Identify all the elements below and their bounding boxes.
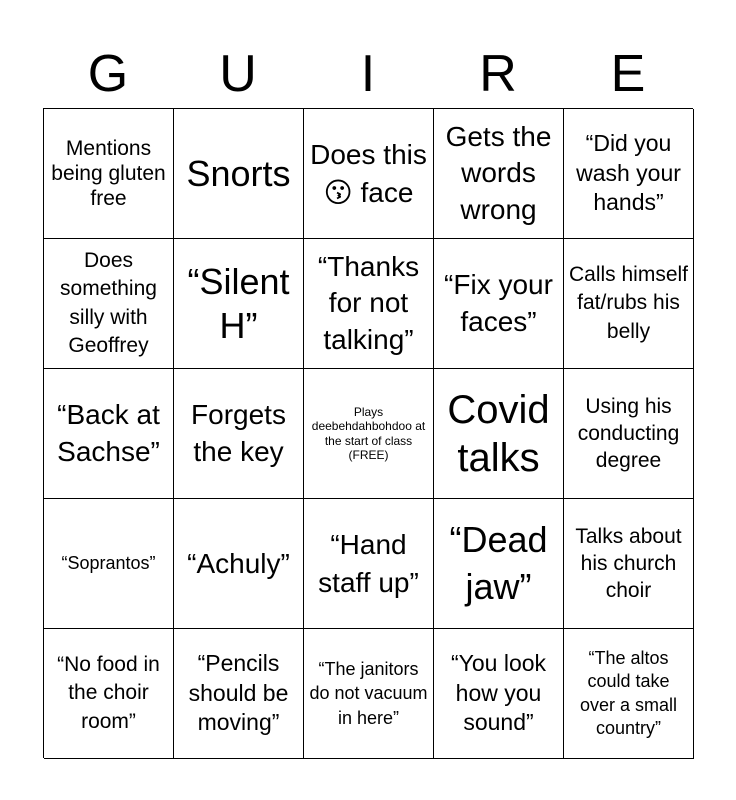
bingo-cell[interactable] (174, 369, 304, 499)
cell-text: “Dead jaw” (449, 518, 548, 607)
bingo-cell[interactable] (174, 629, 304, 759)
cell-text: Covid talks (447, 387, 550, 480)
bingo-cell[interactable] (304, 629, 434, 759)
bingo-cell[interactable] (44, 629, 174, 759)
bingo-cell[interactable] (434, 629, 564, 759)
cell-text: “Hand staff up” (318, 528, 419, 598)
cell-text: Snorts (186, 152, 291, 194)
cell-text: “Thanks for not talking” (317, 250, 420, 355)
cell-text: Mentions being gluten free (51, 136, 166, 211)
bingo-cell[interactable] (434, 109, 564, 239)
cell-text: “Pencils should be moving” (188, 649, 289, 736)
cell-text: Talks about his church choir (575, 524, 682, 603)
cell-text: “Achuly” (187, 547, 290, 579)
cell-text: “No food in the choir room” (57, 652, 160, 733)
bingo-header (43, 40, 693, 108)
cell-text: Using his conducting degree (577, 394, 680, 473)
bingo-cell[interactable] (434, 369, 564, 499)
bingo-cell[interactable] (564, 109, 694, 239)
cell-text: “You look how you sound” (450, 649, 547, 736)
bingo-cell[interactable] (564, 239, 694, 369)
header-letter-u: U (219, 45, 257, 103)
bingo-grid (43, 108, 693, 758)
bingo-cell[interactable] (44, 109, 174, 239)
bingo-cell[interactable] (304, 109, 434, 239)
bingo-cell[interactable] (304, 239, 434, 369)
header-letter-g: G (87, 45, 129, 103)
bingo-cell[interactable] (564, 499, 694, 629)
bingo-cell[interactable] (564, 369, 694, 499)
bingo-cell[interactable] (174, 499, 304, 629)
header-letter-r: R (479, 45, 517, 103)
cell-text: Does this 😗 face (310, 138, 427, 208)
cell-text: Forgets the key (191, 399, 286, 467)
cell-text: “The altos could take over a small country” (579, 647, 678, 738)
cell-text: “Silent H” (187, 261, 290, 346)
bingo-cell[interactable] (304, 499, 434, 629)
cell-text: “Soprantos” (61, 552, 156, 573)
cell-text: Calls himself fat/rubs his belly (568, 262, 689, 343)
bingo-cell[interactable] (44, 499, 174, 629)
cell-text: Plays deebehdahbohdoo at the start of class (FREE) (311, 404, 426, 462)
bingo-cell free-space[interactable] (304, 369, 434, 499)
cell-text: Gets the words wrong (445, 120, 552, 225)
cell-text: “Back at Sachse” (57, 399, 160, 467)
bingo-cell[interactable] (44, 239, 174, 369)
bingo-cell[interactable] (44, 369, 174, 499)
bingo-cell[interactable] (174, 109, 304, 239)
cell-text: “Fix your faces” (444, 269, 553, 337)
header-letter-e: E (610, 45, 646, 103)
header-letter-i: I (360, 45, 376, 103)
bingo-cell[interactable] (434, 499, 564, 629)
cell-text: Does something silly with Geoffrey (60, 248, 157, 357)
bingo-cell[interactable] (174, 239, 304, 369)
cell-text: “Did you wash your hands” (576, 129, 681, 216)
bingo-cell[interactable] (434, 239, 564, 369)
cell-text: “The janitors do not vacuum in here” (309, 659, 428, 728)
bingo-cell[interactable] (564, 629, 694, 759)
